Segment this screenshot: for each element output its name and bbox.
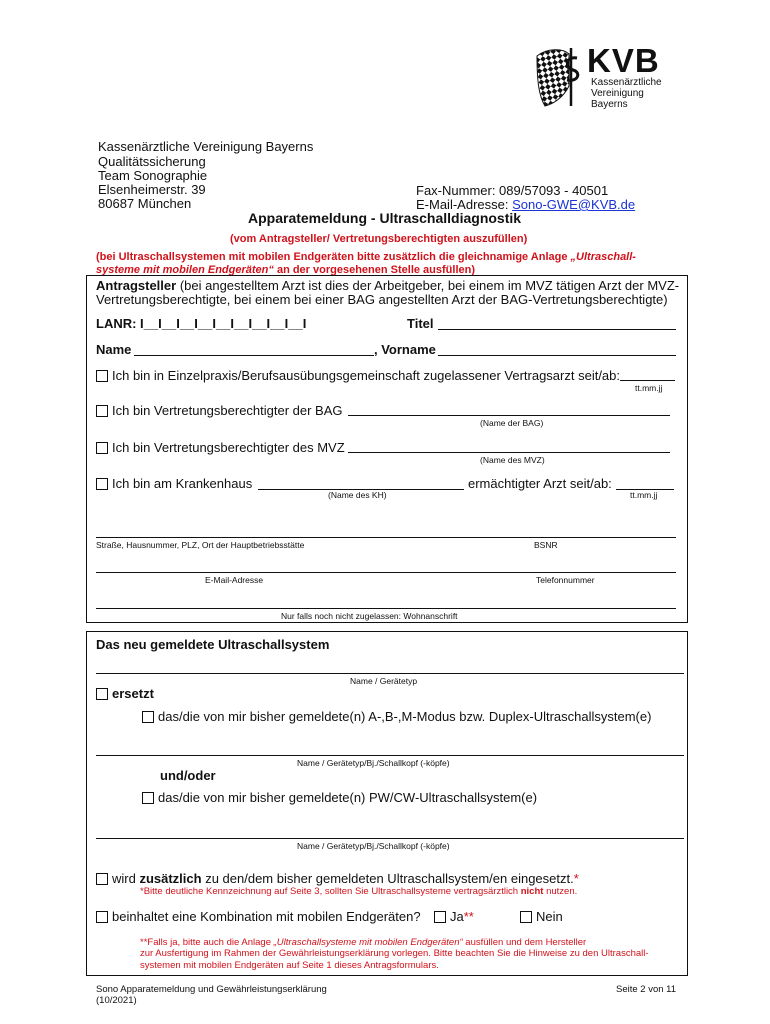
phone-hint: Telefonnummer	[536, 575, 595, 585]
kvb-logo	[535, 42, 695, 110]
home-address-hint: Nur falls noch nicht zugelassen: Wohnanschrift	[281, 611, 458, 621]
option-abm: das/die von mir bisher gemeldete(n) A-,B-,M-Modus bzw. Duplex-Ultraschallsystem(e)	[142, 709, 651, 724]
email-label: E-Mail-Adresse:	[416, 197, 513, 212]
logo-line-2: Vereinigung	[591, 88, 644, 99]
date-hint: tt.mm.jj	[635, 383, 663, 393]
mobile-footnote-1: **Falls ja, bitte auch die Anlage „Ultraschallsysteme mit mobilen Endgeräten“ ausfüllen und dem Hersteller	[140, 937, 587, 948]
mvz-name-input[interactable]	[348, 452, 670, 453]
bavarian-lozenge-icon	[535, 46, 581, 108]
system-name-input[interactable]	[96, 673, 684, 674]
mvz-checkbox[interactable]	[96, 442, 108, 454]
mvz-hint: (Name des MVZ)	[480, 455, 545, 465]
additional-note: *Bitte deutliche Kennzeichnung auf Seite 3, sollten Sie Ultraschallsysteme vertragsärztlich nicht nutzen.	[140, 886, 578, 897]
mobile-footnote-3: systemen mit mobilen Endgeräten auf Seite 1 dieses Antragsformulars.	[140, 960, 439, 971]
option-einzelpraxis: Ich bin in Einzelpraxis/Berufsausübungsgemeinschaft zugelassener Vertragsarzt seit/ab:	[96, 368, 620, 383]
address-line: 80687 München	[98, 196, 192, 211]
address-hint: Straße, Hausnummer, PLZ, Ort der Hauptbetriebsstätte	[96, 540, 305, 550]
address-line: Team Sonographie	[98, 168, 208, 183]
lanr-field[interactable]: LANR: I__I__I__I__I__I__I__I__I__I	[96, 316, 307, 331]
page-number: Seite 2 von 11	[616, 984, 677, 995]
home-address-input[interactable]	[96, 608, 676, 609]
option-pwcw: das/die von mir bisher gemeldete(n) PW/CW-Ultraschallsystem(e)	[142, 790, 537, 805]
form-title: Apparatemeldung - Ultraschalldiagnostik	[248, 210, 522, 226]
bag-hint: (Name der BAG)	[480, 418, 544, 428]
name-input[interactable]	[134, 355, 374, 356]
kvb-wordmark: KVB	[587, 42, 660, 79]
titel-input[interactable]	[438, 329, 676, 330]
mobile-notice: (bei Ultraschallsystemen mit mobilen Endgeräten bitte zusätzlich die gleichnamige Anlage „Ultraschall-	[96, 251, 636, 263]
ja-checkbox[interactable]	[434, 911, 446, 923]
email-link[interactable]: Sono-GWE@KVB.de	[512, 197, 636, 212]
einzelpraxis-date-input[interactable]	[620, 380, 675, 381]
footer-date: (10/2021)	[96, 995, 137, 1006]
bag-name-input[interactable]	[348, 415, 670, 416]
einzelpraxis-checkbox[interactable]	[96, 370, 108, 382]
replaces-checkbox[interactable]	[96, 688, 108, 700]
abm-system-input[interactable]	[96, 755, 684, 756]
bag-checkbox[interactable]	[96, 405, 108, 417]
address-input[interactable]	[96, 537, 676, 538]
abm-checkbox[interactable]	[142, 711, 154, 723]
mobile-notice-2: systeme mit mobilen Endgeräten“ an der vorgesehenen Stelle ausfüllen)	[96, 264, 476, 276]
option-bag: Ich bin Vertretungsberechtigter der BAG	[96, 403, 343, 418]
applicant-description-2: Vertretungsberechtigte, bei einem bei einer BAG angestellten Arzt der BAG-Vertretungsberechtigte)	[96, 292, 668, 307]
bsnr-hint: BSNR	[534, 540, 558, 550]
additional-checkbox[interactable]	[96, 873, 108, 885]
krankenhaus-authorized-label: ermächtigter Arzt seit/ab:	[468, 476, 612, 491]
option-additional: wird zusätzlich zu den/dem bisher gemeldeten Ultraschallsystem/en eingesetzt.*	[96, 871, 579, 886]
vorname-input[interactable]	[438, 355, 676, 356]
pwcw-system-input[interactable]	[96, 838, 684, 839]
pwcw-system-hint: Name / Gerätetyp/Bj./Schallkopf (-köpfe)	[297, 841, 450, 851]
name-label: Name	[96, 342, 132, 357]
option-krankenhaus: Ich bin am Krankenhaus	[96, 476, 252, 491]
nein-checkbox[interactable]	[520, 911, 532, 923]
date-hint-2: tt.mm.jj	[630, 490, 658, 500]
system-name-hint: Name / Gerätetyp	[350, 676, 418, 686]
vorname-label: , Vorname	[374, 342, 436, 357]
kh-hint: (Name des KH)	[328, 490, 387, 500]
address-line: Qualitätssicherung	[98, 154, 206, 169]
pwcw-checkbox[interactable]	[142, 792, 154, 804]
mobile-footnote-2: zur Ausfertigung im Rahmen der Gewährleistungserklärung vorlegen. Bitte beachten Sie die Hinweise zu den Ultraschall-	[140, 948, 649, 959]
form-subtitle: (vom Antragsteller/ Vertretungsberechtigten auszufüllen)	[230, 233, 528, 245]
option-nein: Nein	[520, 909, 563, 924]
titel-label: Titel	[407, 316, 434, 331]
email-phone-input[interactable]	[96, 572, 676, 573]
option-mvz: Ich bin Vertretungsberechtigter des MVZ	[96, 440, 345, 455]
address-line: Elsenheimerstr. 39	[98, 182, 206, 197]
applicant-description: Antragsteller (bei angestelltem Arzt ist dies der Arbeitgeber, bei einem im MVZ tätigen Arzt der MVZ-	[96, 278, 680, 293]
footer-left: Sono Apparatemeldung und Gewährleistungserklärung	[96, 984, 327, 995]
option-replaces: ersetzt	[96, 686, 154, 701]
mobile-checkbox[interactable]	[96, 911, 108, 923]
logo-line-3: Bayerns	[591, 99, 628, 110]
and-or-label: und/oder	[160, 768, 216, 783]
system-heading: Das neu gemeldete Ultraschallsystem	[96, 637, 330, 652]
abm-system-hint: Name / Gerätetyp/Bj./Schallkopf (-köpfe)	[297, 758, 450, 768]
option-ja: Ja**	[434, 909, 474, 924]
krankenhaus-checkbox[interactable]	[96, 478, 108, 490]
option-mobile: beinhaltet eine Kombination mit mobilen Endgeräten?	[96, 909, 421, 924]
logo-line-1: Kassenärztliche	[591, 77, 662, 88]
email-hint: E-Mail-Adresse	[205, 575, 264, 585]
address-line: Kassenärztliche Vereinigung Bayerns	[98, 139, 314, 154]
fax-number: Fax-Nummer: 089/57093 - 40501	[416, 183, 609, 198]
